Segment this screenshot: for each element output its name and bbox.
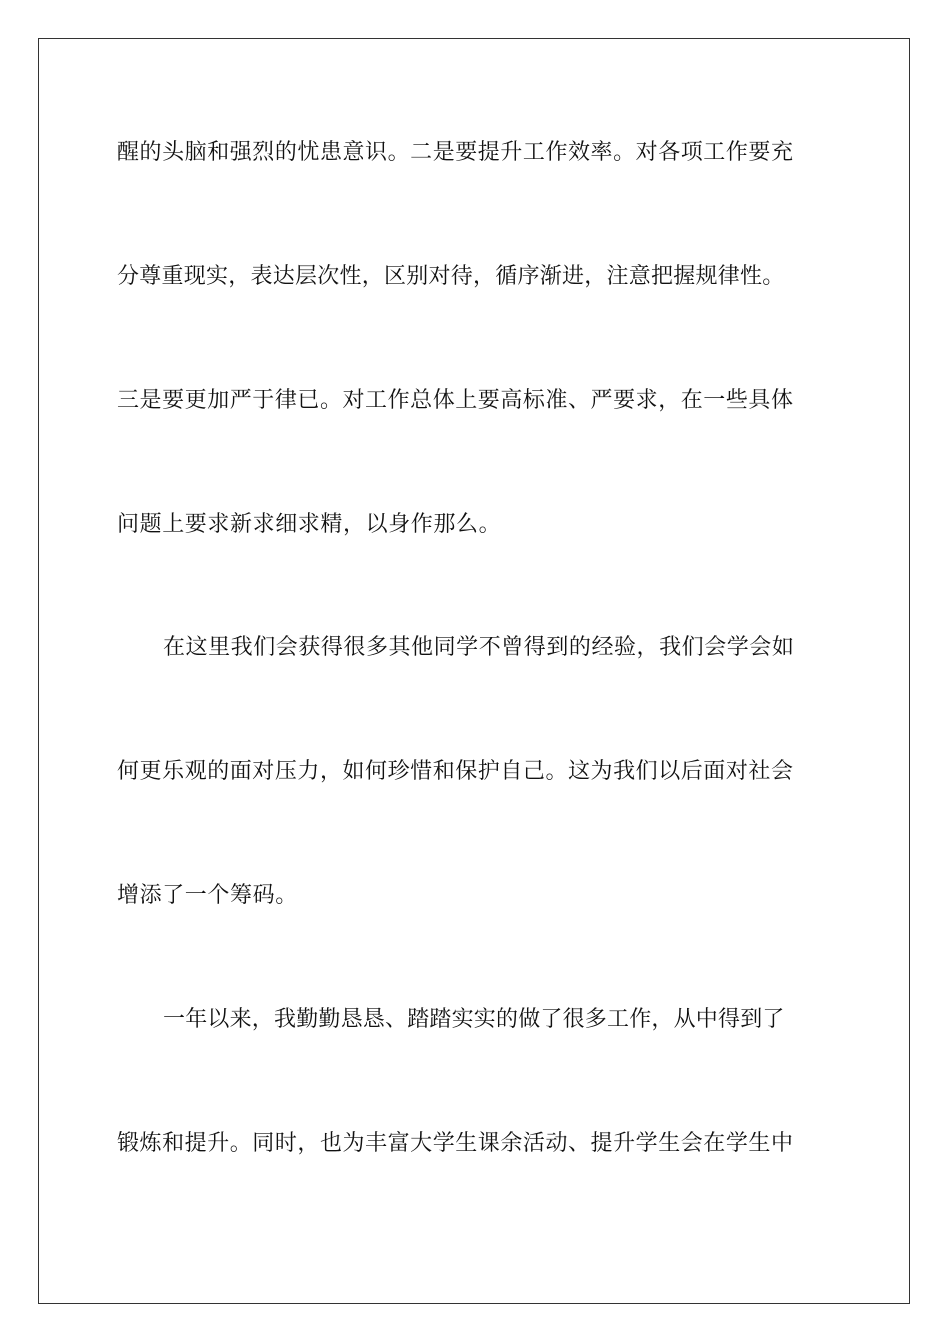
- page-border: [38, 38, 910, 1304]
- paragraph-start-line: 一年以来，我勤勤恳恳、踏踏实实的做了很多工作，从中得到了: [163, 1007, 785, 1032]
- text-line: 锻炼和提升。同时，也为丰富大学生课余活动、提升学生会在学生中: [117, 1131, 794, 1156]
- text-line: 何更乐观的面对压力，如何珍惜和保护自己。这为我们以后面对社会: [117, 759, 794, 784]
- text-line: 三是要更加严于律已。对工作总体上要高标准、严要求，在一些具体: [117, 388, 794, 413]
- paragraph-start-line: 在这里我们会获得很多其他同学不曾得到的经验，我们会学会如: [163, 635, 795, 660]
- text-line: 醒的头脑和强烈的忧患意识。二是要提升工作效率。对各项工作要充: [117, 140, 794, 165]
- text-line: 增添了一个筹码。: [117, 883, 298, 908]
- text-line: 问题上要求新求细求精，以身作那么。: [117, 512, 502, 537]
- text-line: 分尊重现实，表达层次性，区别对待，循序渐进，注意把握规律性。: [117, 264, 785, 289]
